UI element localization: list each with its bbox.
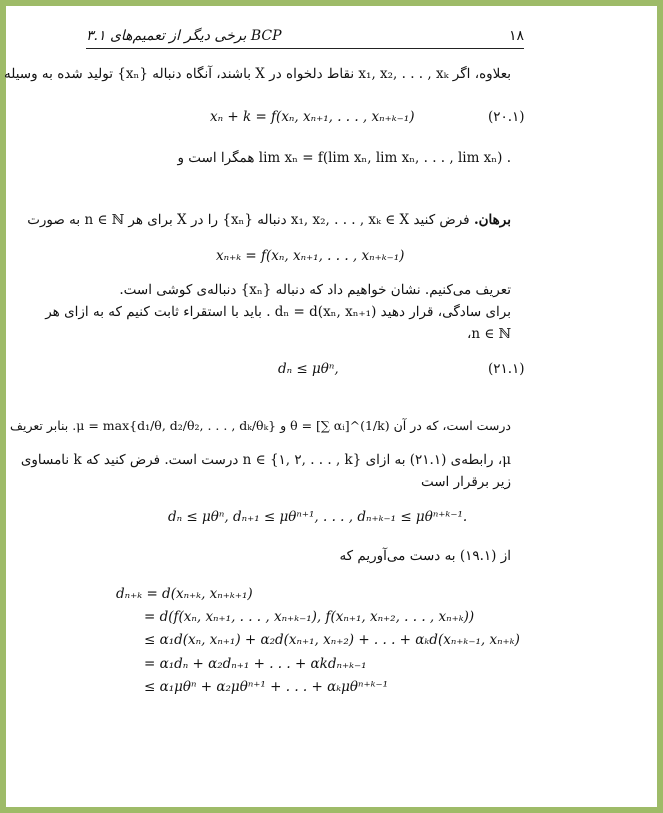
section-title: ۳.۱ برخی دیگر از تعمیم‌های BCP: [86, 28, 282, 44]
equation-20: xₙ + k = f(xₙ, xₙ₊₁, . . . , xₙ₊ₖ₋₁): [210, 109, 415, 125]
paragraph-line: μ، رابطه‌ی (۲۱.۱) به ازای n ∈ {۱, ۲, . . . , k} درست است. فرض کنید که k نامساوی: [20, 452, 511, 468]
proof-line: [27, 212, 511, 228]
page-number: ۱۸: [508, 28, 524, 44]
equation-number: (۲۰.۱): [488, 109, 525, 125]
induction-hypothesis: dₙ ≤ μθⁿ, dₙ₊₁ ≤ μθⁿ⁺¹, . . . , dₙ₊ₖ₋₁ ≤ μθⁿ⁺ᵏ⁻¹.: [168, 509, 468, 525]
derivation-line: ≤ α₁μθⁿ + α₂μθⁿ⁺¹ + . . . + αₖμθⁿ⁺ᵏ⁻¹: [144, 679, 389, 695]
derivation-line: ≤ α₁d(xₙ, xₙ₊₁) + α₂d(xₙ₊₁, xₙ₊₂) + . . . + αₖd(xₙ₊ₖ₋₁, xₙ₊ₖ): [144, 632, 520, 648]
paragraph-line: n ∈ ℕ،: [467, 326, 511, 342]
paragraph-line: بعلاوه، اگر x₁, x₂, . . . , xₖ نقاط دلخواه در X باشند، آنگاه دنباله {xₙ} تولید شده به وسیله: [4, 66, 511, 82]
paragraph-line: . lim xₙ = f(lim xₙ, lim xₙ, . . . , lim xₙ) همگرا است و: [177, 150, 511, 166]
paragraph-line: زیر برقرار است: [420, 474, 511, 490]
paragraph-line: درست است، که در آن θ = [∑ αᵢ]^(1/k) و μ = max{d₁/θ, d₂/θ₂, . . . , dₖ/θₖ}. بنابر تعریف: [10, 418, 511, 433]
equation-21: dₙ ≤ μθⁿ,: [278, 361, 339, 377]
derivation-line: = d(f(xₙ, xₙ₊₁, . . . , xₙ₊ₖ₋₁), f(xₙ₊₁, xₙ₊₂, . . . , xₙ₊ₖ)): [144, 609, 475, 625]
paragraph-line: برای سادگی، قرار دهید dₙ = d(xₙ, xₙ₊₁) . باید با استقراء ثابت کنیم که به ازای هر: [45, 304, 511, 320]
proof-label: برهان.: [473, 212, 511, 228]
proof-text: فرض کنید x₁, x₂, . . . , xₖ ∈ X دنباله {xₙ} را در X برای هر n ∈ ℕ به صورت: [27, 212, 470, 228]
equation-number: (۲۱.۱): [488, 361, 525, 377]
derivation-line: = α₁dₙ + α₂dₙ₊₁ + . . . + αkdₙ₊ₖ₋₁: [144, 656, 367, 672]
derivation-line: dₙ₊ₖ = d(xₙ₊ₖ, xₙ₊ₖ₊₁): [116, 586, 253, 602]
paragraph-line: تعریف می‌کنیم. نشان خواهیم داد که دنباله {xₙ} دنباله‌ی کوشی است.: [119, 282, 511, 298]
running-header: [86, 26, 524, 49]
sequence-definition: xₙ₊ₖ = f(xₙ, xₙ₊₁, . . . , xₙ₊ₖ₋₁): [216, 248, 405, 264]
document-page: [6, 6, 657, 807]
paragraph-line: از (۱۹.۱) به دست می‌آوریم که: [339, 548, 511, 564]
